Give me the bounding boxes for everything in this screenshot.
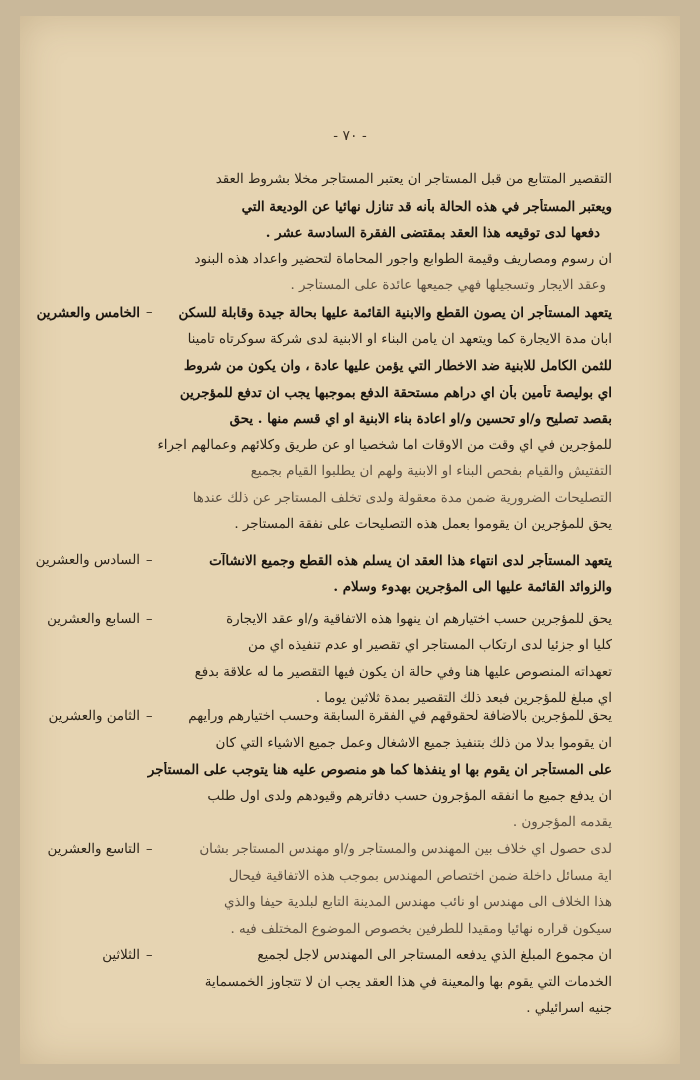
- clause-line: على المستأجر ان يقوم بها او ينفذها كما هو منصوص عليه هنا يتوجب على المستأجر: [147, 762, 612, 778]
- clause-line: هذا الخلاف الى مهندس او نائب مهندس المدينة التابع لبلدية حيفا والذي: [223, 895, 612, 910]
- clause-dash: –: [146, 612, 153, 627]
- clause-line: ان مجموع المبلغ الذي يدفعه المستأجر الى المهندس لاجل لجميع: [257, 948, 612, 963]
- clause-line: اي بوليصة تأمين بأن اي دراهم مستحقة الدفع بموجبها يجب ان تدفع للمؤجرين: [179, 385, 612, 401]
- clause-heading: السادس والعشرين: [35, 553, 140, 568]
- clause-line: بقصد تصليح و/او تحسين و/او اعادة بناء الابنية او اي قسم منها . يحق: [229, 411, 612, 427]
- clause-dash: –: [146, 948, 153, 963]
- clause-dash: –: [146, 709, 153, 724]
- clause-heading: السابع والعشرين: [47, 612, 140, 627]
- intro-line: ويعتبر المستأجر في هذه الحالة بأنه قد تنازل نهائيا عن الوديعة التي: [241, 199, 612, 215]
- clause-dash: –: [146, 305, 153, 320]
- page-number: - ٧٠ -: [333, 128, 367, 144]
- intro-line: وعقد الايجار وتسجيلها فهي جميعها عائدة على المستأجر .: [290, 278, 606, 293]
- clause-line: كليا او جزئيا لدى ارتكاب المستأجر اي تقصير او عدم تنفيذه اي من: [248, 638, 612, 653]
- clause-line: جنيه اسرائيلي .: [526, 1001, 612, 1016]
- clause-dash: –: [146, 553, 153, 568]
- clause-line: يقدمه المؤجرون .: [512, 815, 612, 830]
- clause-heading: الخامس والعشرين: [36, 305, 140, 321]
- clause-line: يحق للمؤجرين ان يقوموا بعمل هذه التصليحات على نفقة المستأجر .: [234, 517, 612, 532]
- clause-line: اي مبلغ للمؤجرين فبعد ذلك التقصير بمدة ثلاثين يوما .: [315, 691, 612, 706]
- clause-line: والزوائد القائمة عليها الى المؤجرين بهدوء وسلام .: [333, 579, 612, 595]
- clause-line: يحق للمؤجرين بالاضافة لحقوقهم في الفقرة السابقة وحسب اختيارهم ورأيهم: [188, 709, 612, 724]
- clause-line: ابان مدة الايجارة كما ويتعهد ان يأمن البناء او الابنية لدى شركة سوكرتاه تأمينا: [187, 332, 612, 347]
- clause-line: الخدمات التي يقوم بها والمعينة في هذا العقد يجب ان لا تتجاوز الخمسماية: [204, 975, 612, 990]
- clause-line: يتعهد المستأجر ان يصون القطع والابنية القائمة عليها بحالة جيدة وقابلة للسكن: [178, 305, 612, 321]
- intro-line: التقصير المتتابع من قبل المستأجر ان يعتبر المستأجر مخلا بشروط العقد: [215, 172, 612, 187]
- clause-line: ان يقوموا بدلا من ذلك بتنفيذ جميع الاشغال وعمل جميع الاشياء التي كان: [215, 736, 612, 751]
- clause-line: يحق للمؤجرين حسب اختيارهم ان ينهوا هذه الاتفاقية و/او عقد الايجارة: [226, 612, 612, 627]
- clause-line: تعهداته المنصوص عليها هنا وفي حالة ان يكون فيها التقصير ما له علاقة بدفع: [194, 665, 612, 680]
- clause-line: سيكون قراره نهائيا ومقيدا للطرفين بخصوص الموضوع المختلف فيه .: [230, 922, 612, 937]
- document-page: [20, 16, 680, 1064]
- clause-line: ان يدفع جميع ما انفقه المؤجرون حسب دفاترهم وقيودهم ولدى اول طلب: [207, 789, 612, 804]
- clause-heading: الثلاثين: [102, 948, 140, 963]
- clause-line: يتعهد المستأجر لدى انتهاء هذا العقد ان يسلم هذه القطع وجميع الانشاآت: [209, 553, 612, 569]
- intro-line: دفعها لدى توقيعه هذا العقد بمقتضى الفقرة السادسة عشر .: [265, 225, 600, 241]
- clause-line: التفتيش والقيام بفحص البناء او الابنية ولهم ان يطلبوا القيام بجميع: [250, 464, 612, 479]
- intro-line: ان رسوم ومصاريف وقيمة الطوابع واجور المحاماة لتحضير واعداد هذه البنود: [194, 252, 612, 267]
- clause-line: للمؤجرين في اي وقت من الاوقات اما شخصيا او عن طريق وكلائهم وعمالهم اجراء: [157, 438, 612, 453]
- clause-heading: التاسع والعشرين: [47, 842, 140, 857]
- clause-line: للثمن الكامل للابنية ضد الاخطار التي يؤمن عليها عادة ، وان يكون من شروط: [183, 358, 612, 374]
- clause-line: لدى حصول اي خلاف بين المهندس والمستأجر و/او مهندس المستأجر بشأن: [199, 842, 612, 857]
- clause-heading: الثامن والعشرين: [48, 709, 140, 724]
- clause-line: اية مسائل داخلة ضمن اختصاص المهندس بموجب هذه الاتفاقية فيحال: [228, 869, 612, 884]
- clause-line: التصليحات الضرورية ضمن مدة معقولة ولدى تخلف المستأجر عن ذلك عندها: [192, 491, 612, 506]
- clause-dash: –: [146, 842, 153, 857]
